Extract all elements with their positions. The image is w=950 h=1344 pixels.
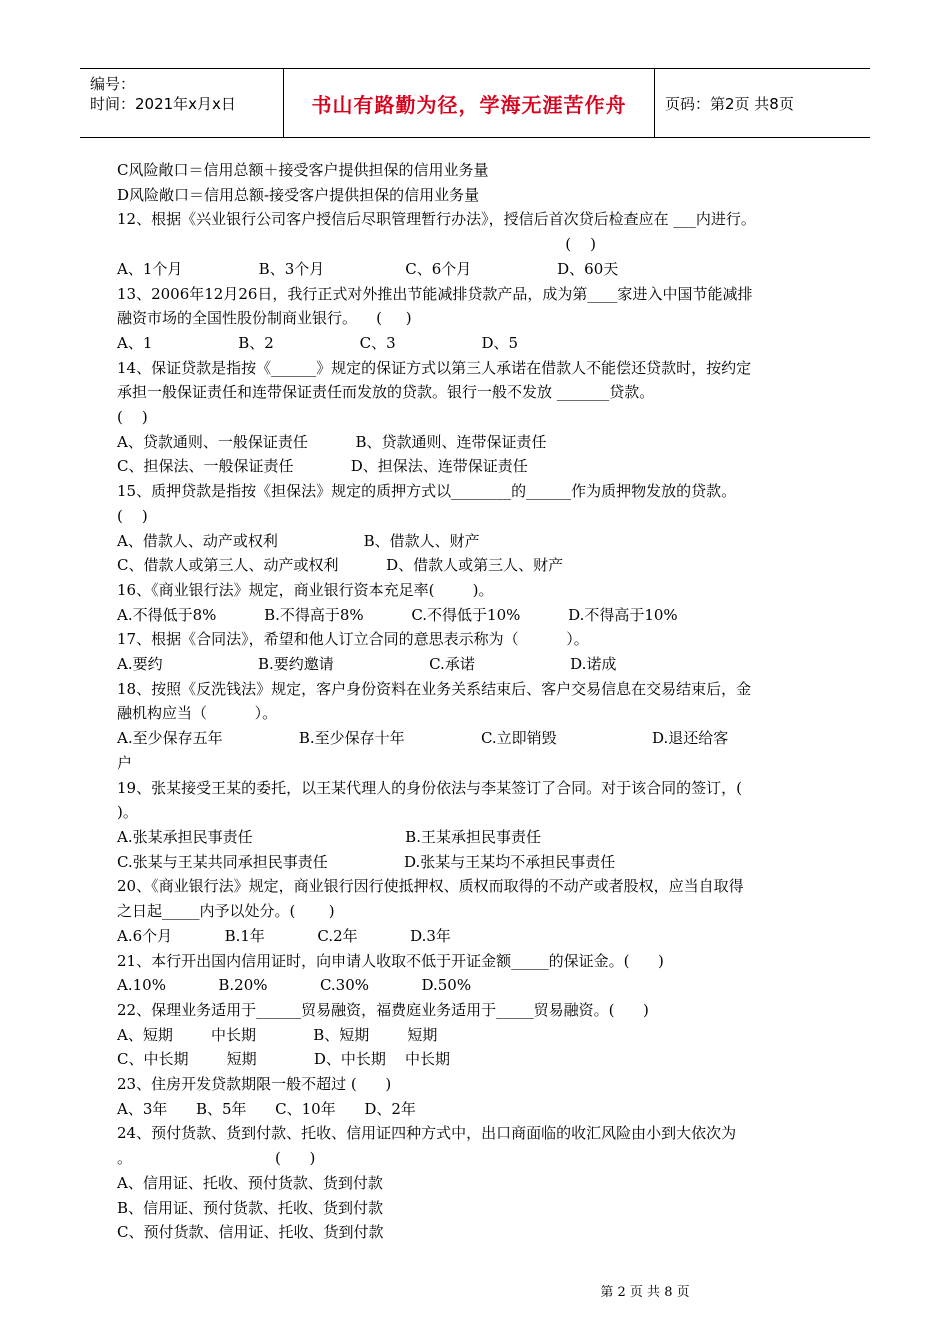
text-line: A、信用证、托收、预付货款、货到付款 — [117, 1173, 383, 1192]
text-line: 。 ( ) — [117, 1149, 316, 1168]
page-label: 页码：第2页 共8页 — [665, 94, 794, 113]
text-line: A.至少保存五年 B.至少保存十年 C.立即销毁 D.退还给客 — [117, 729, 729, 748]
text-line: 19、张某接受王某的委托，以王某代理人的身份依法与李某签订了合同。对于该合同的签订，( — [117, 778, 742, 797]
text-line: C、担保法、一般保证责任 D、担保法、连带保证责任 — [117, 457, 528, 476]
text-line: )。 — [117, 803, 138, 822]
text-line: A.张某承担民事责任 B.王某承担民事责任 — [117, 827, 541, 846]
text-line: 21、本行开出国内信用证时，向申请人收取不低于开证金额_____的保证金。( ) — [117, 951, 664, 970]
text-line: A、借款人、动产或权利 B、借款人、财产 — [117, 531, 480, 550]
page-footer: 第 2 页 共 8 页 — [600, 1285, 690, 1300]
text-line: C风险敞口＝信用总额＋接受客户提供担保的信用业务量 — [117, 161, 489, 179]
header-page-cell — [655, 69, 880, 137]
text-line: 15、质押贷款是指按《担保法》规定的质押方式以________的______作为质押物发放的贷款。 — [117, 482, 737, 501]
header-meta — [80, 69, 284, 137]
text-line: D风险敞口＝信用总额-接受客户提供担保的信用业务量 — [117, 185, 480, 204]
text-line: A、1个月 B、3个月 C、6个月 D、60天 — [117, 259, 619, 278]
document-body — [117, 158, 835, 1245]
text-line: 户 — [117, 753, 133, 772]
text-line: 22、保理业务适用于______贸易融资，福费庭业务适用于_____贸易融资。( ) — [117, 1000, 649, 1019]
text-line: C、预付货款、信用证、托收、货到付款 — [117, 1223, 384, 1242]
text-line: 12、根据《兴业银行公司客户授信后尽职管理暂行办法》，授信后首次贷后检查应在 ___内进行。 — [117, 210, 756, 229]
text-line: C.张某与王某共同承担民事责任 D.张某与王某均不承担民事责任 — [117, 852, 616, 871]
text-line: 13、2006年12月26日，我行正式对外推出节能减排贷款产品，成为第____家进入中国节能减排 — [117, 284, 753, 303]
text-line: B、信用证、预付货款、托收、货到付款 — [117, 1198, 384, 1217]
motto: 书山有路勤为径，学海无涯苦作舟 — [311, 92, 627, 117]
text-line: A.不得低于8% B.不得高于8% C.不得低于10% D.不得高于10% — [117, 605, 678, 624]
page-header — [80, 68, 870, 138]
text-line: 融机构应当（ ）。 — [117, 704, 278, 723]
text-line: 23、住房开发贷款期限一般不超过 ( ) — [117, 1075, 392, 1094]
number-label: 编号： — [90, 75, 136, 93]
header-motto-cell — [284, 69, 655, 137]
text-line: 承担一般保证责任和连带保证责任而发放的贷款。银行一般不发放 _______贷款。 — [117, 383, 655, 402]
text-line: C、借款人或第三人、动产或权利 D、借款人或第三人、财产 — [117, 556, 564, 575]
text-line: 之日起_____内予以处分。( ) — [117, 902, 335, 921]
text-line: C、中长期 短期 D、中长期 中长期 — [117, 1050, 450, 1069]
text-line: A、1 B、2 C、3 D、5 — [117, 333, 519, 352]
text-line: A、贷款通则、一般保证责任 B、贷款通则、连带保证责任 — [117, 432, 547, 451]
text-line: 20、《商业银行法》规定，商业银行因行使抵押权、质权而取得的不动产或者股权，应当自取得 — [117, 877, 744, 896]
text-line: A.6个月 B.1年 C.2年 D.3年 — [117, 926, 451, 945]
text-line: 14、保证贷款是指按《______》规定的保证方式以第三人承诺在借款人不能偿还贷款时，按约定 — [117, 358, 752, 377]
text-line: A、短期 中长期 B、短期 短期 — [117, 1025, 438, 1044]
text-line: 16、《商业银行法》规定，商业银行资本充足率( )。 — [117, 580, 494, 599]
date-label: 时间：2021年x月x日 — [90, 95, 236, 113]
text-line: ( ) — [117, 506, 148, 525]
text-line: A.要约 B.要约邀请 C.承诺 D.诺成 — [117, 655, 617, 674]
text-line: A、3年 B、5年 C、10年 D、2年 — [117, 1099, 416, 1118]
text-line: 融资市场的全国性股份制商业银行。 ( ) — [117, 309, 412, 328]
text-line: ( ) — [117, 408, 148, 427]
text-line: 17、根据《合同法》，希望和他人订立合同的意思表示称为（ ）。 — [117, 630, 589, 649]
text-line: 24、预付货款、货到付款、托收、信用证四种方式中，出口商面临的收汇风险由小到大依次为 — [117, 1124, 737, 1143]
text-line: ( ) — [117, 235, 596, 254]
text-line: 18、按照《反洗钱法》规定，客户身份资料在业务关系结束后、客户交易信息在交易结束后，金 — [117, 679, 752, 698]
text-line: A.10% B.20% C.30% D.50% — [117, 976, 472, 995]
